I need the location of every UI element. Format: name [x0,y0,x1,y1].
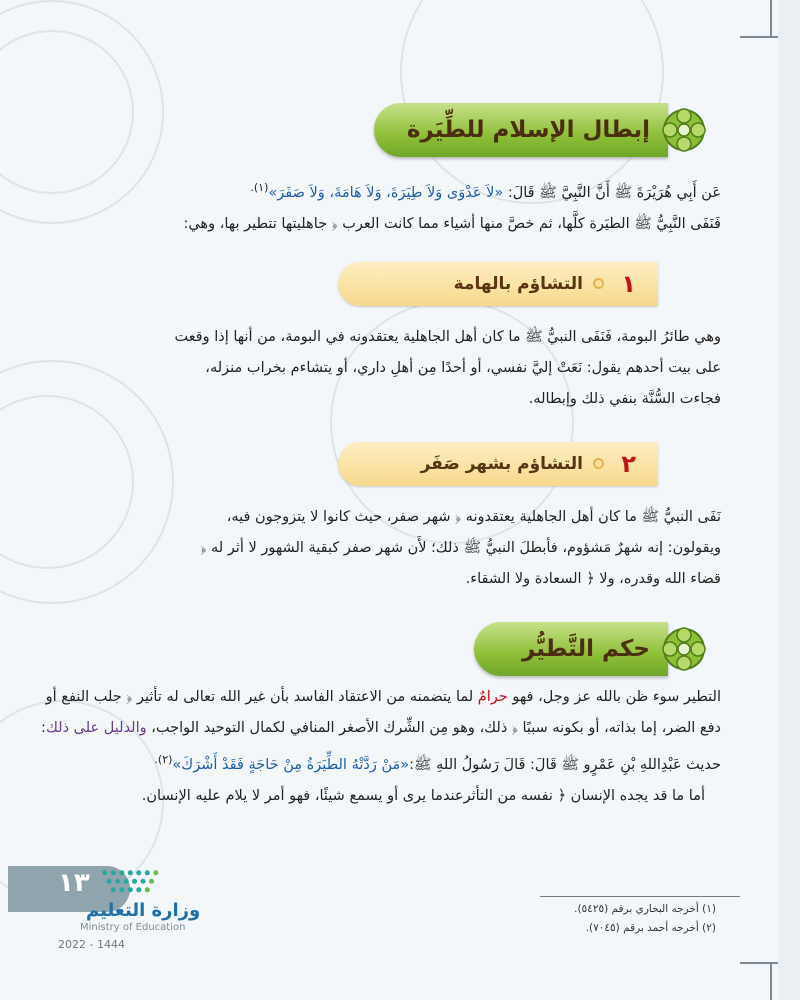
hadith-quote: «لاَ عَدْوَى وَلاَ طِيَرَةَ، وَلاَ هَامَةَ، وَلاَ صَفَرَ» [268,184,504,201]
crop-mark [770,0,772,38]
ministry-logo-icon [92,866,172,900]
ruling-note: أما ما قد يجده الإنسان ﴿ نفسه من التأثرعندما يرى أو يسمع شيئًا، فهو أمر لا يلام عليه الإنسان. [141,787,705,804]
hadith-paragraph [31,172,721,240]
footnote-ref: (١). [250,181,269,194]
ornament-icon [660,106,708,154]
subsection-number: ٢ [621,450,636,478]
haram-keyword: حرامٌ [477,689,508,705]
ruling-text-part: لما يتضمنه من الاعتقاد الفاسد بأن غير الله تعالى له تأثير ﴿ جلب النفع أو دفع الضر، إما بذاته، أو بكونه سببًا ﴿ ذلك، وهو مِن الشِّرك الأصغر المنافي لكمال التوحيد الواجب، [45,689,721,736]
body-line: وهي طائرُ البومة، فَنَفَى النبيُّ ﷺ ما كان أهل الجاهلية يعتقدونه في البومة، من أنها إذا وقعت [174,329,721,345]
ruling-text-part: التطير سوء ظن بالله عز وجل، فهو [507,689,721,705]
subsection-1-body [31,322,721,415]
dot-icon [593,458,604,469]
ornament-icon [660,625,708,673]
section-title: حكم التَّطيُّر [521,636,650,662]
footnote-1: (١) أخرجه البخاري برقم (٥٤٢٥). [574,903,716,915]
crop-mark [740,962,778,964]
subsection-title: التشاؤم بشهر صَفَر [420,454,583,474]
subsection-banner-1 [338,262,658,306]
edition-year: 2022 - 1444 [58,938,125,951]
crop-mark [740,36,778,38]
body-line: نَفَى النبيُّ ﷺ ما كان أهل الجاهلية يعتقدونه ﴿ شهر صفر، حيث كانوا لا يتزوجون فيه، [226,509,721,525]
section-title: إبطال الإسلام للطِّيَرة [406,117,650,143]
ruling-text-part: : حديث عَبْدِاللهِ بْنِ عَمْرٍو ﷺ قَالَ: قَالَ رَسُولُ اللهِ ﷺ: [41,720,721,773]
page-number: ١٣ [58,868,90,898]
ruling-paragraph [31,682,721,812]
crop-mark [770,962,772,1000]
hadith-line [31,172,721,209]
subsection-2-body [31,502,721,595]
subsection-title: التشاؤم بالهامة [453,274,583,294]
intro-line: فَنَفَى النَّبِيُّ ﷺ الطيَرة كلَّها، ثم خصَّ منها أشياء مما كانت العرب ﴿ جاهليتها تتطير بها، وهي: [183,215,721,232]
dot-icon [593,278,604,289]
ministry-name-arabic: وزارة التعليم [86,900,201,921]
hadith-quote: «مَنْ رَدَّتْهُ الطِّيَرَةُ مِنْ حَاجَةٍ فَقَدْ أَشْرَكَ» [172,756,410,773]
evidence-keyword: والدليل على ذلك [45,720,147,736]
footnote-divider [540,896,740,897]
body-line: على بيت أحدهم يقول: نَعَتْ إليَّ نفسي، أو أحدًا مِن أهلِ داري، أو يتشاءم بخراب منزله، [205,360,721,376]
subsection-banner-2 [338,442,658,486]
section-title-banner [474,622,668,676]
section-title-banner [374,103,668,157]
ministry-name-english: Ministry of Education [80,922,186,933]
subsection-number: ١ [621,270,636,298]
body-line: قضاء الله وقدره، ولا ﴿ السعادة ولا الشقاء. [465,571,721,587]
body-line: فجاءت السُّنَّة بنفي ذلك وإبطاله. [528,391,721,407]
footnote-2: (٢) أخرجه أحمد برقم (٧٠٤٥). [585,922,716,934]
hadith-prefix: عَن أَبِي هُرَيْرَةَ ﷺ أَنَّ النَّبِيَّ ﷺ قَالَ: [503,184,721,201]
body-line: ويقولون: إنه شهرٌ مَشؤوم، فأبطلَ النبيُّ ﷺ ذلك؛ لأَن شهر صفر كبقية الشهور لا أثر له ﴿ [200,540,721,556]
footnote-ref: (٢). [154,753,173,766]
ruling-text [31,682,721,781]
